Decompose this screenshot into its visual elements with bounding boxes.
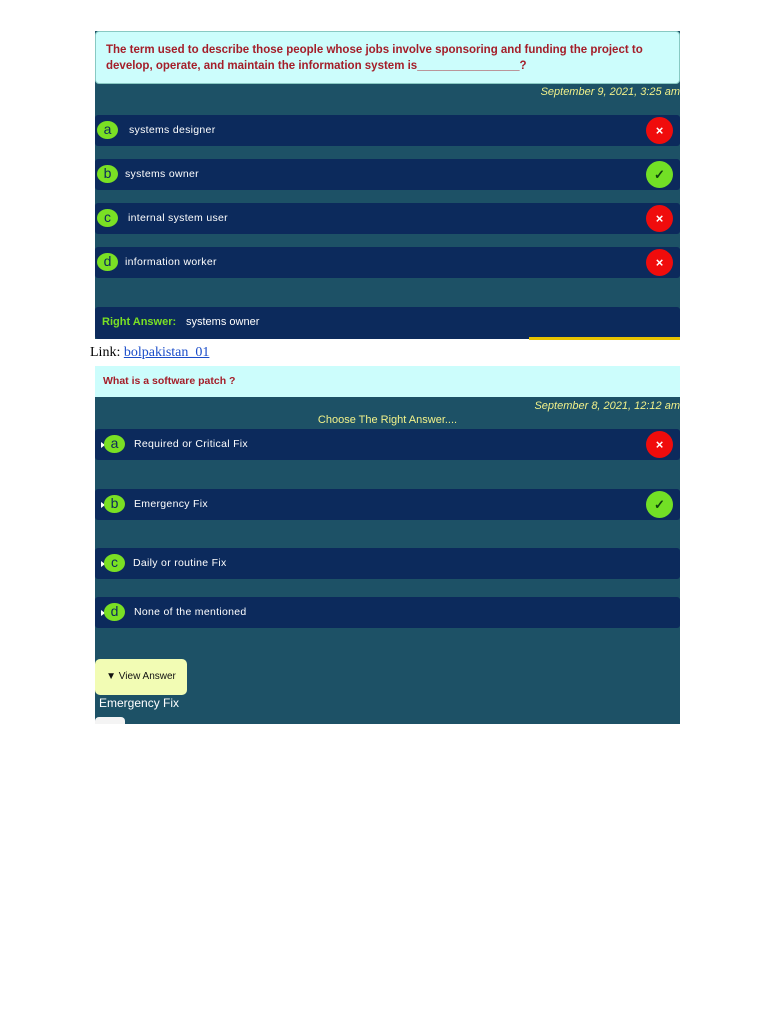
option-label: systems owner	[125, 168, 199, 180]
option-label: Emergency Fix	[134, 498, 208, 510]
option-c[interactable]	[95, 548, 680, 579]
source-link-line	[90, 345, 209, 361]
wrong-icon: ×	[646, 205, 673, 232]
cropped-button-stub	[95, 717, 125, 724]
option-label: Required or Critical Fix	[134, 438, 248, 450]
instruction-text: Choose The Right Answer....	[317, 414, 458, 426]
wrong-icon: ×	[646, 431, 673, 458]
option-letter-badge: b	[104, 495, 125, 513]
option-letter-badge: d	[104, 603, 125, 621]
option-d[interactable]	[95, 247, 680, 278]
option-label: None of the mentioned	[134, 606, 247, 618]
right-answer-bar	[95, 307, 680, 339]
link-prefix: Link:	[90, 345, 121, 360]
option-a[interactable]	[95, 429, 680, 460]
option-c[interactable]	[95, 203, 680, 234]
option-b[interactable]	[95, 489, 680, 520]
option-label: Daily or routine Fix	[133, 557, 227, 569]
option-letter-badge: a	[104, 435, 125, 453]
option-letter-badge: a	[97, 121, 118, 139]
option-d[interactable]	[95, 597, 680, 628]
source-link[interactable]: bolpakistan_01	[123, 345, 210, 360]
wrong-icon: ×	[646, 117, 673, 144]
wrong-icon: ×	[646, 249, 673, 276]
option-letter-badge: c	[97, 209, 118, 227]
question-text: What is a software patch ?	[95, 366, 680, 397]
view-answer-button[interactable]: ▼ View Answer	[95, 659, 187, 695]
quiz-card-2	[95, 366, 680, 724]
accent-divider	[529, 337, 680, 340]
option-letter-badge: c	[104, 554, 125, 572]
check-icon: ✓	[646, 491, 673, 518]
option-letter-badge: d	[97, 253, 118, 271]
post-date: September 8, 2021, 12:12 am	[534, 400, 680, 412]
right-answer-label: Right Answer:	[102, 316, 177, 328]
option-label: information worker	[125, 256, 217, 268]
post-date: September 9, 2021, 3:25 am	[540, 86, 680, 98]
option-letter-badge: b	[97, 165, 118, 183]
check-icon: ✓	[646, 161, 673, 188]
right-answer-value: systems owner	[186, 316, 260, 328]
option-label: internal system user	[128, 212, 228, 224]
option-label: systems designer	[129, 124, 216, 136]
quiz-card-1	[95, 31, 680, 339]
question-text: The term used to describe those people whose jobs involve sponsoring and funding the project to develop, operate, and maintain the information system is________________?	[95, 31, 680, 84]
option-a[interactable]	[95, 115, 680, 146]
revealed-answer: Emergency Fix	[99, 696, 180, 710]
option-b[interactable]	[95, 159, 680, 190]
